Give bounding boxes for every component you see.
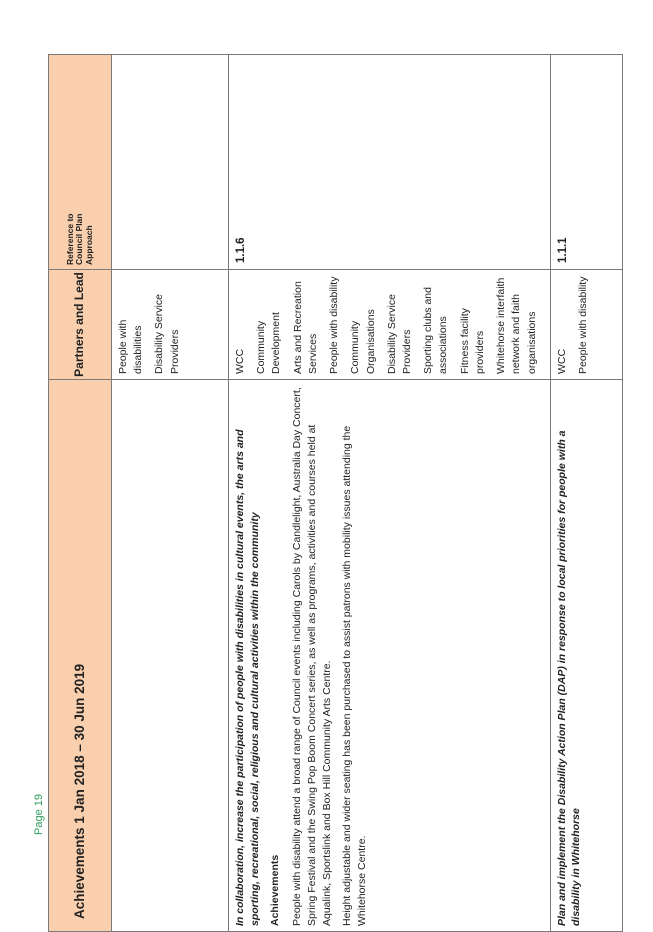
partners-cell xyxy=(112,270,229,380)
reference-code: 1.1.6 xyxy=(229,55,551,270)
achievement-text: People with disability attend a broad range of Council events including Carols by Candlelight, Australia Day Concert, Spring Festival and the Swing Pop Boom Concert series, as well as programs, activities and courses held at Aqualink, Sportslink and Box Hill Community Arts Centre. xyxy=(290,387,334,926)
achievements-cell xyxy=(550,380,622,932)
objective-text: In collaboration, increase the participation of people with disabilities in cultural events, the arts and sporting, recreational, social, religious and cultural activities within the community xyxy=(234,429,261,926)
objective-text: Plan and implement the Disability Action Plan (DAP) in response to local priorities for people with a disability in Whitehorse xyxy=(555,430,583,926)
partner-item: WCC xyxy=(234,348,246,374)
partner-item: Sporting clubs and associations xyxy=(422,287,450,374)
reference-header-line: Approach xyxy=(83,225,94,265)
achievements-label: Achievements xyxy=(269,854,282,926)
page-number: Page 19 xyxy=(33,794,45,835)
partner-item: Community Development xyxy=(255,312,283,374)
achievements-column-header: Achievements 1 Jan 2018 – 30 Jun 2019 xyxy=(49,380,112,932)
partner-item: Disability Service Providers xyxy=(385,294,413,374)
partner-item: People with disability xyxy=(328,276,341,374)
partner-item: Community Organisations xyxy=(349,309,377,374)
reference-code: 1.1.1 xyxy=(550,55,622,270)
achievements-table-sheet xyxy=(48,55,589,932)
achievements-table xyxy=(48,54,623,932)
partner-item: WCC xyxy=(555,348,568,374)
partner-item: People with disability xyxy=(576,276,589,374)
partner-item: Arts and Recreation Services xyxy=(291,281,319,374)
partner-item: Disability Service Providers xyxy=(153,294,181,374)
partner-item: People with disabilities xyxy=(117,319,145,374)
reference-column-header xyxy=(49,55,112,270)
reference-cell xyxy=(112,55,229,270)
partner-item: Fitness facility providers xyxy=(458,308,486,374)
partners-cell xyxy=(229,270,551,380)
achievements-cell xyxy=(229,380,551,932)
achievements-cell xyxy=(112,380,229,932)
partners-column-header: Partners and Lead xyxy=(49,270,112,380)
reference-header-line: Council Plan xyxy=(74,213,85,265)
partner-item: Whitehorse interfaith network and faith organisations xyxy=(495,277,538,374)
reference-header-line: Reference to xyxy=(64,213,75,265)
table-row-participation xyxy=(229,55,551,932)
table-row-dap xyxy=(550,55,622,932)
table-header-row xyxy=(49,55,112,932)
table-row-continued xyxy=(112,55,229,932)
achievement-text: Height adjustable and wider seating has been purchased to assist patrons with mobility issues attending the Whitehorse Centre. xyxy=(341,425,369,926)
partners-cell xyxy=(550,270,622,380)
